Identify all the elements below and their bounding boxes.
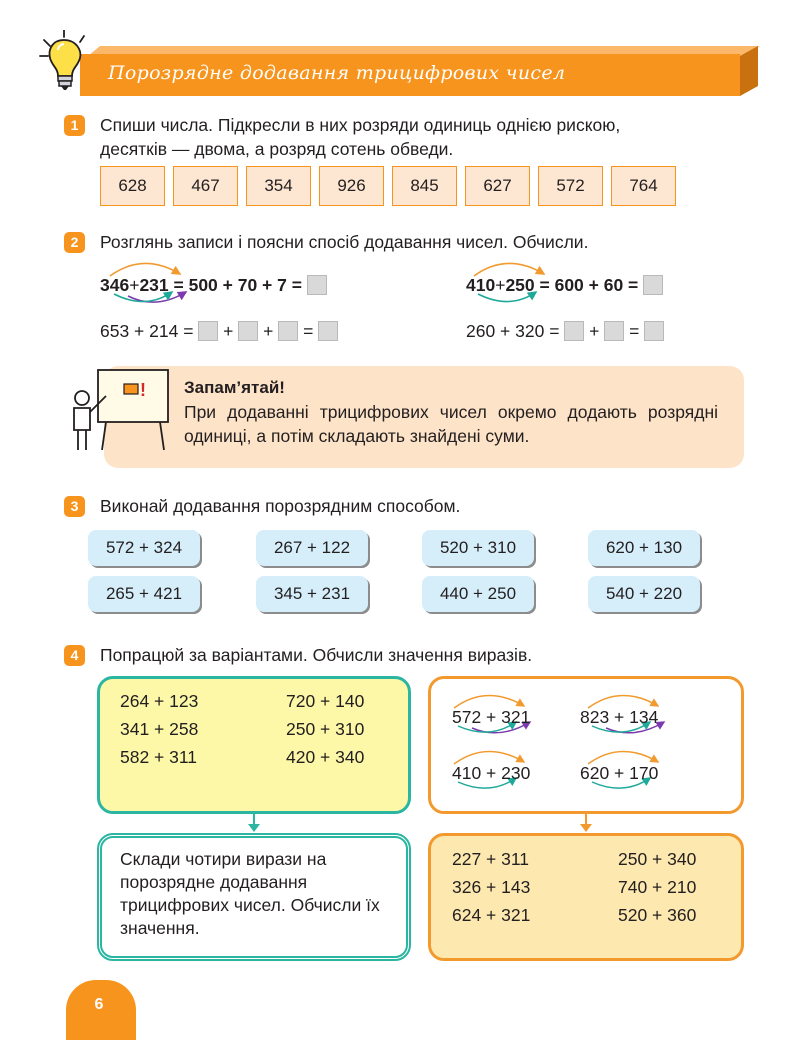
svg-text:!: ! <box>140 380 146 400</box>
answer-box[interactable] <box>198 321 218 341</box>
answer-box[interactable] <box>238 321 258 341</box>
expression: 260 + 320 = <box>466 321 565 341</box>
equals-sign: = <box>624 321 645 341</box>
expression: 250 + 340 <box>618 849 697 869</box>
expression: 720 + 140 <box>286 691 365 711</box>
answer-box[interactable] <box>604 321 624 341</box>
number-box: 926 <box>319 166 384 206</box>
header-side-face <box>738 46 760 96</box>
expression: 653 + 214 = <box>100 321 199 341</box>
plus-sign: + <box>258 321 279 341</box>
example-2-decomposition: = 600 + 60 = <box>534 275 644 295</box>
example-1 <box>100 274 327 296</box>
addend-a: 346 <box>100 275 130 295</box>
down-arrow-icon <box>578 814 594 834</box>
remember-title: Запам’ятай! <box>184 378 285 397</box>
example-1-decomposition: = 500 + 70 + 7 = <box>168 275 307 295</box>
expression: 624 + 321 <box>452 905 531 925</box>
plus-sign: + <box>584 321 605 341</box>
expression-pill: 620 + 130 <box>588 530 700 566</box>
plus-sign: + <box>495 275 506 295</box>
task-number-3: 3 <box>64 496 85 517</box>
section-title: Порозрядне додавання трицифрових чисел <box>108 62 566 84</box>
addend-a: 410 <box>466 275 496 295</box>
expression-pill: 572 + 324 <box>88 530 200 566</box>
equals-sign: = <box>298 321 319 341</box>
task2-text: Розглянь записи і поясни спосіб додавання чисел. Обчисли. <box>100 232 589 252</box>
expression-pill: 520 + 310 <box>422 530 534 566</box>
plus-sign: + <box>129 275 140 295</box>
addend-b: 250 <box>505 275 535 295</box>
number-box: 572 <box>538 166 603 206</box>
section-header <box>80 46 760 96</box>
expression: 420 + 340 <box>286 747 365 767</box>
expression: 740 + 210 <box>618 877 697 897</box>
expression-pill: 267 + 122 <box>256 530 368 566</box>
expression: 264 + 123 <box>120 691 199 711</box>
task1-text-line2: десятків — двома, а розряд сотень обведи. <box>100 139 454 159</box>
task4-text: Попрацюй за варіантами. Обчисли значення виразів. <box>100 645 533 665</box>
expression-pill: 540 + 220 <box>588 576 700 612</box>
task-number-1: 1 <box>64 115 85 136</box>
answer-box[interactable] <box>307 275 327 295</box>
teacher-board-icon <box>68 368 172 452</box>
expression-pill: 345 + 231 <box>256 576 368 612</box>
task1-text <box>100 113 745 161</box>
expression: 582 + 311 <box>120 747 198 767</box>
number-box: 627 <box>465 166 530 206</box>
expression: 326 + 143 <box>452 877 531 897</box>
answer-box[interactable] <box>643 275 663 295</box>
example-4 <box>466 320 664 342</box>
lightbulb-icon <box>38 30 98 96</box>
expression-pill: 440 + 250 <box>422 576 534 612</box>
task1-text-line1: Спиши числа. Підкресли в них розряди одиниць однією рискою, <box>100 115 621 135</box>
expression: 250 + 310 <box>286 719 365 739</box>
task3-text: Виконай додавання порозрядним способом. <box>100 496 461 516</box>
expression: 341 + 258 <box>120 719 199 739</box>
expression: 620 + 170 <box>580 763 659 783</box>
task-number-2: 2 <box>64 232 85 253</box>
answer-box[interactable] <box>318 321 338 341</box>
creative-task-text: Склади чотири вирази на порозрядне додавання трицифрових чисел. Обчисли їх значення. <box>120 849 380 938</box>
expression: 410 + 230 <box>452 763 531 783</box>
example-3 <box>100 320 338 342</box>
number-row <box>100 166 676 206</box>
example-2 <box>466 274 663 296</box>
down-arrow-icon <box>246 814 262 834</box>
task-number-4: 4 <box>64 645 85 666</box>
number-box: 354 <box>246 166 311 206</box>
answer-box[interactable] <box>564 321 584 341</box>
expression-pill: 265 + 421 <box>88 576 200 612</box>
remember-text: При додаванні трицифрових чисел окремо додають розрядні одиниці, а потім складають знайдені суми. <box>184 402 718 446</box>
page-number: 6 <box>94 996 104 1013</box>
number-box: 764 <box>611 166 676 206</box>
number-box: 845 <box>392 166 457 206</box>
expression: 520 + 360 <box>618 905 697 925</box>
expression: 572 + 321 <box>452 707 531 727</box>
answer-box[interactable] <box>278 321 298 341</box>
addend-b: 231 <box>139 275 169 295</box>
number-box: 467 <box>173 166 238 206</box>
plus-sign: + <box>218 321 239 341</box>
expression: 823 + 134 <box>580 707 659 727</box>
expression: 227 + 311 <box>452 849 530 869</box>
number-box: 628 <box>100 166 165 206</box>
answer-box[interactable] <box>644 321 664 341</box>
